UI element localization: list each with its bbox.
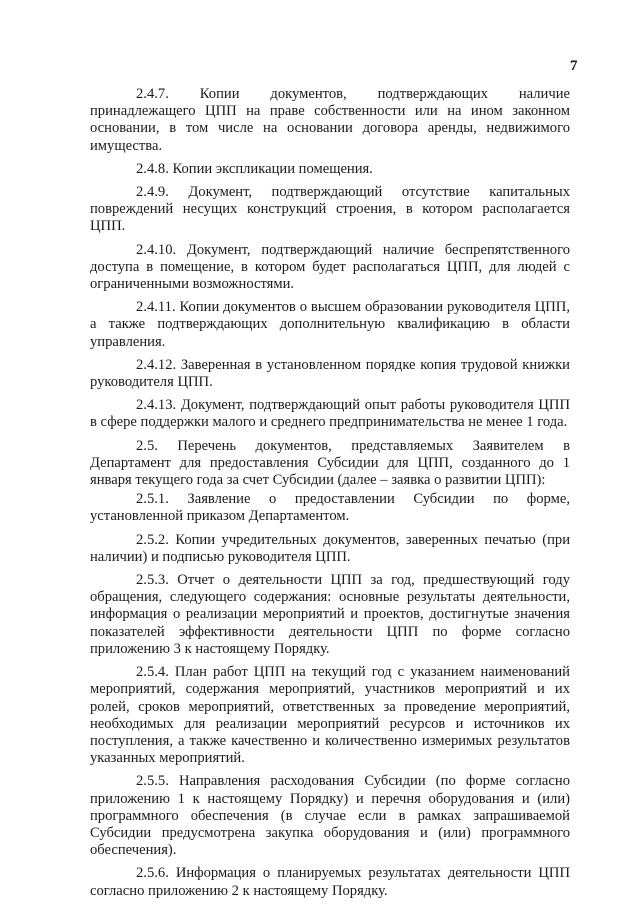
document-body [90,86,570,906]
paragraph-2-4-9: 2.4.9. Документ, подтверждающий отсутствие капитальных повреждений несущих конструкций строения, в котором располагается ЦПП. [90,184,570,235]
paragraph-2-5-4: 2.5.4. План работ ЦПП на текущий год с указанием наименований мероприятий, содержания мероприятий, участников мероприятий и их ролей, сроков мероприятий, ответственных за проведение мероприятий, необходимых для реализации мероприятий ресурсов и источников их поступления, а также качественно и количественно измеримых результатов указанных мероприятий. [90,664,570,767]
paragraph-2-4-13: 2.4.13. Документ, подтверждающий опыт работы руководителя ЦПП в сфере поддержки малого и среднего предпринимательства не менее 1 года. [90,397,570,431]
paragraph-2-5-1: 2.5.1. Заявление о предоставлении Субсидии по форме, установленной приказом Департаментом. [90,491,570,525]
paragraph-2-4-10: 2.4.10. Документ, подтверждающий наличие беспрепятственного доступа в помещение, в котором будет располагаться ЦПП, для людей с ограниченными возможностями. [90,241,570,293]
paragraph-2-5-5: 2.5.5. Направления расходования Субсидии (по форме согласно приложению 1 к настоящему Порядку) и перечня оборудования и (или) программного обеспечения (в случае если в рамках запрашиваемой Субсидии предусмотрена закупка оборудования и (или) программного обеспечения). [90,773,570,859]
page-number: 7 [570,58,578,74]
paragraph-2-5-3: 2.5.3. Отчет о деятельности ЦПП за год, предшествующий году обращения, следующего содержания: основные результаты деятельности, информация о реализации мероприятий и проектов, достигнутые значения показателей эффективности деятельности ЦПП по форме согласно приложению 3 к настоящему Порядку. [90,572,570,657]
paragraph-2-5: 2.5. Перечень документов, представляемых Заявителем в Департамент для предоставления Субсидии для ЦПП, созданного до 1 января текущего года за счет Субсидии (далее – заявка о развитии ЦПП): [90,437,570,489]
paragraph-2-4-12: 2.4.12. Заверенная в установленном порядке копия трудовой книжки руководителя ЦПП. [90,356,570,391]
paragraph-2-5-6: 2.5.6. Информация о планируемых результатах деятельности ЦПП согласно приложению 2 к настоящему Порядку. [90,865,570,899]
paragraph-2-4-11: 2.4.11. Копии документов о высшем образовании руководителя ЦПП, а также подтверждающих дополнительную квалификацию в области управления. [90,299,570,350]
paragraph-2-5-2: 2.5.2. Копии учредительных документов, заверенных печатью (при наличии) и подписью руководителя ЦПП. [90,531,570,565]
paragraph-2-4-7: 2.4.7. Копии документов, подтверждающих наличие принадлежащего ЦПП на праве собственности или на ином законном основании, в том числе на основании договора аренды, недвижимого имущества. [90,86,570,154]
paragraph-2-4-8: 2.4.8. Копии экспликации помещения. [136,160,373,177]
